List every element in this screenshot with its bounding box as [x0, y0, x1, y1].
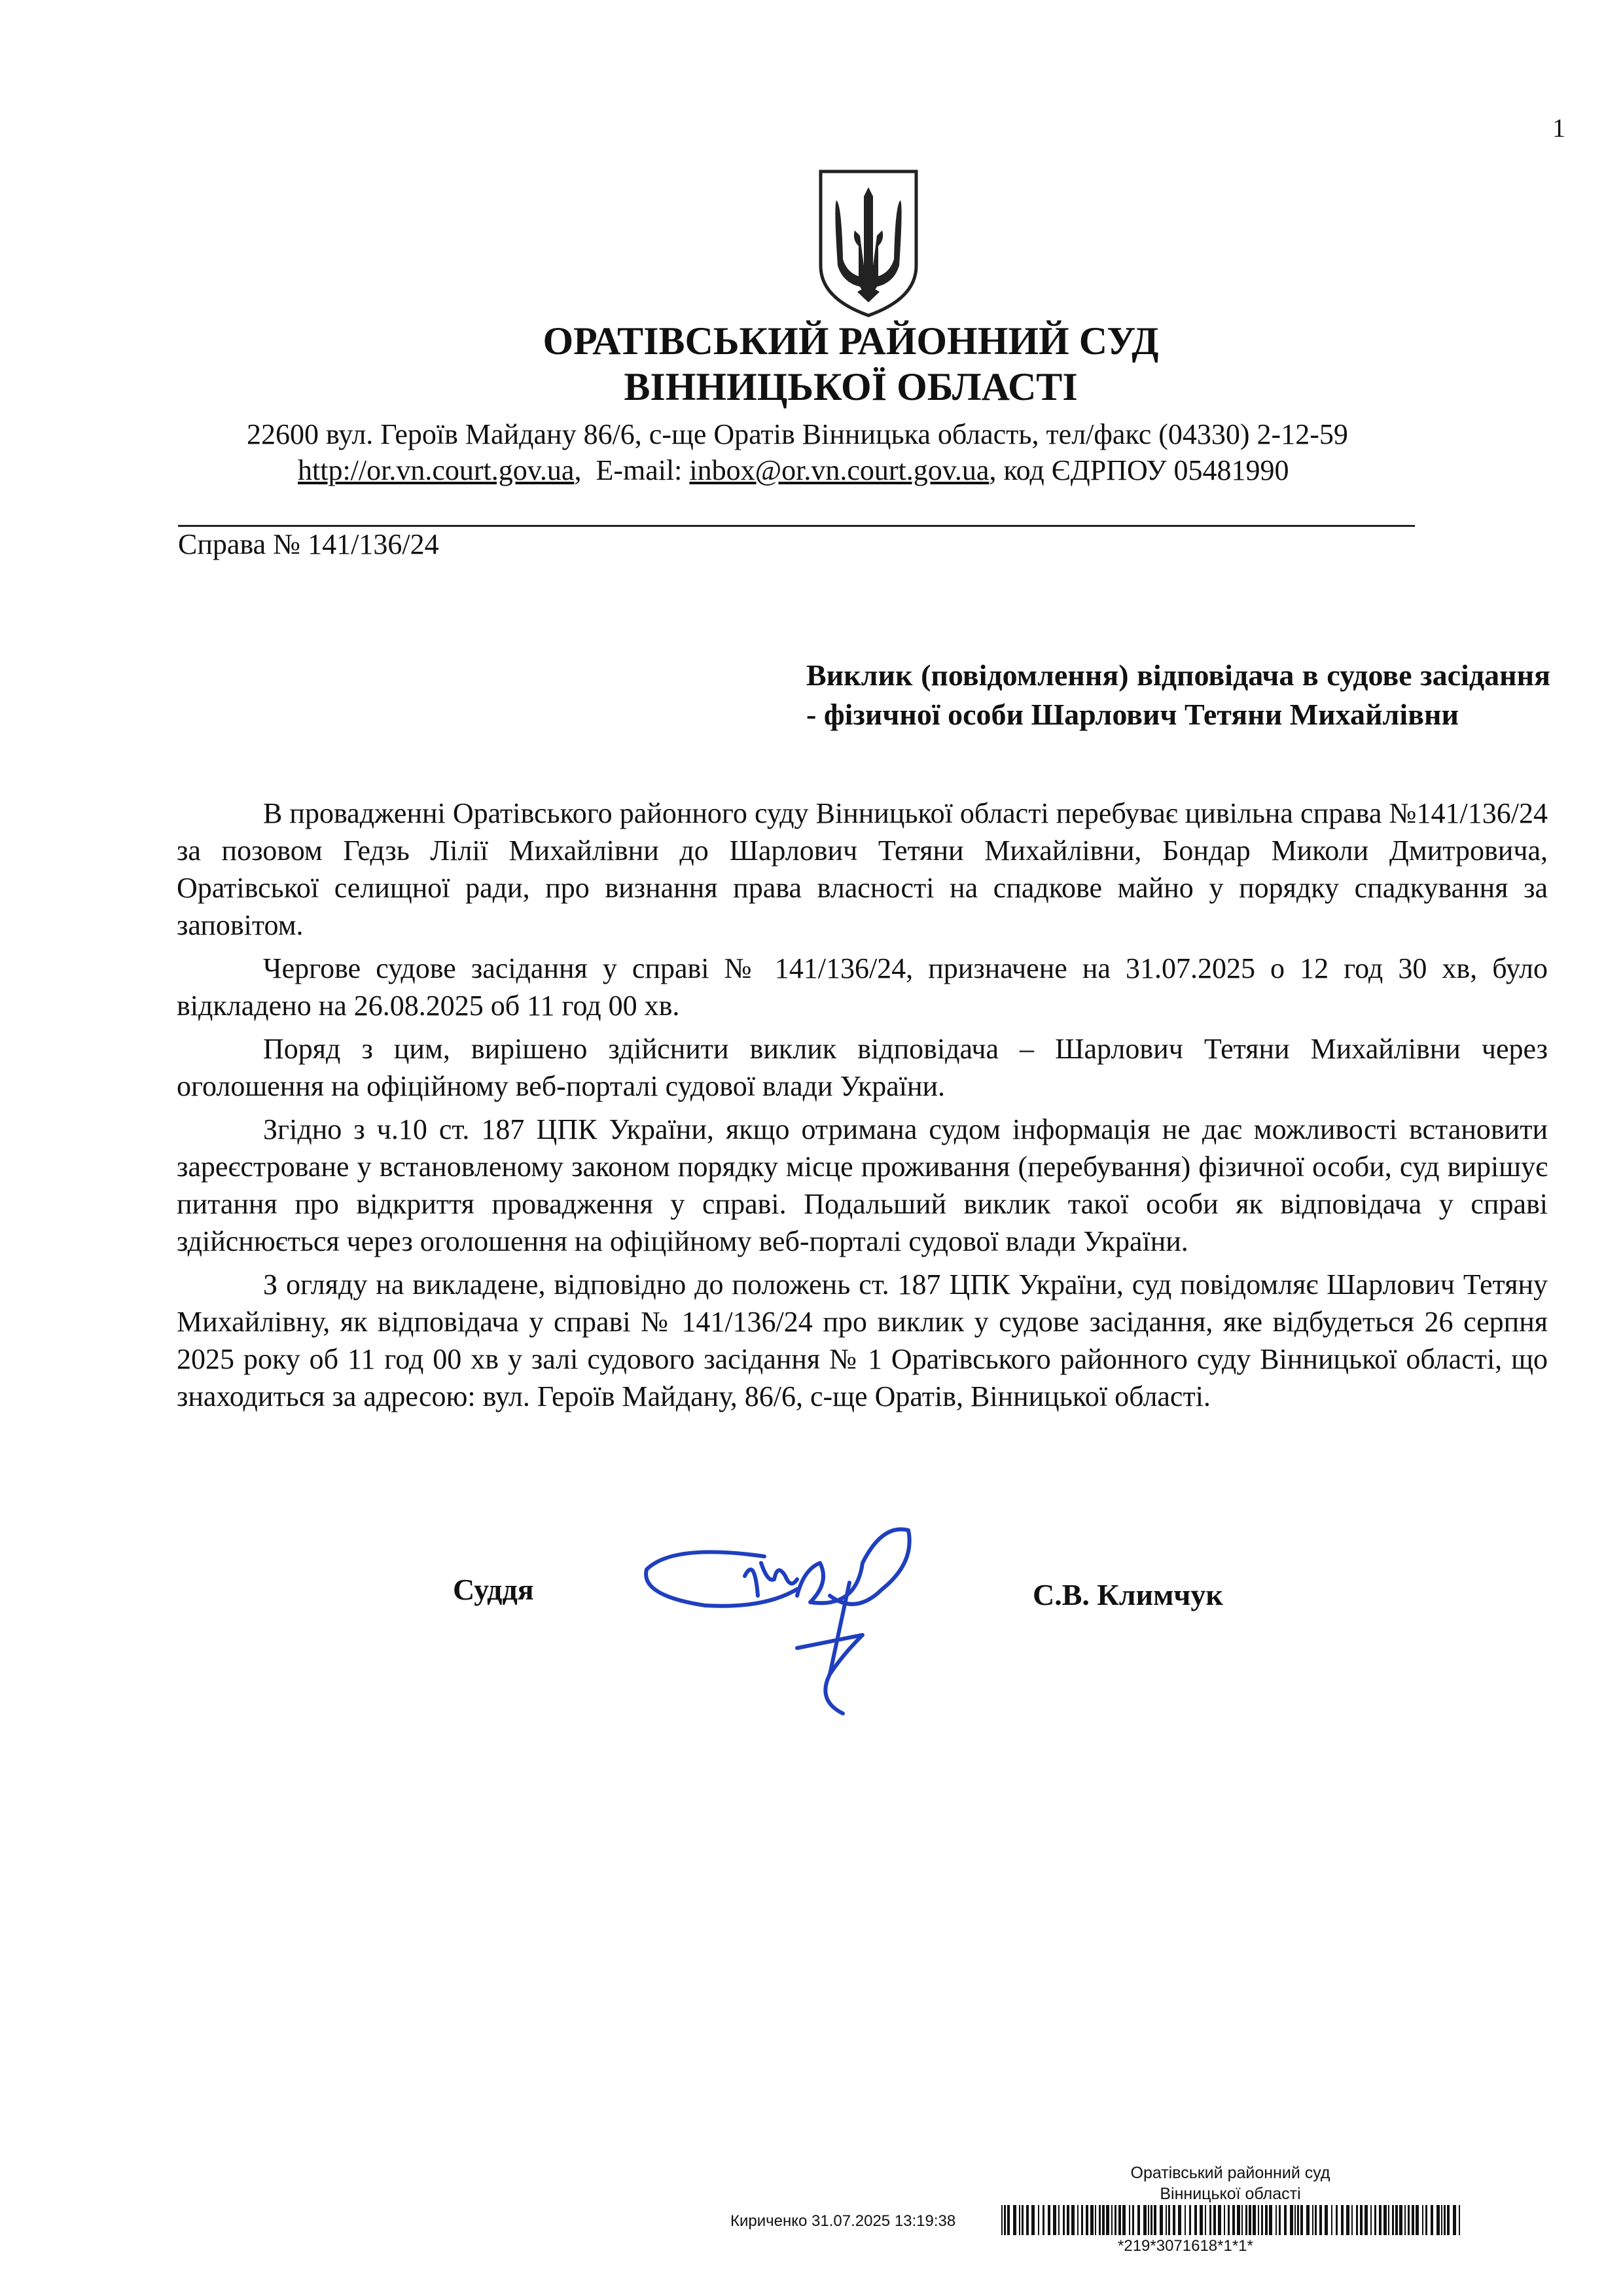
barcode-bar	[1237, 2205, 1240, 2235]
barcode-bar	[1425, 2205, 1427, 2235]
barcode-bar	[1336, 2205, 1338, 2235]
paragraph: В провадженні Оратівського районного суду Вінницької області перебуває цивільна справа №141/136/24 за позовом Гедзь Лілії Михайлівни до Шарлович Тетяни Михайлівни, Бондар Миколи Дмитровича, Оратівської селищної ради, про визнання права власності на спадкове майно у порядку спадкування за заповітом.	[177, 797, 1548, 941]
barcode-bar	[1007, 2205, 1010, 2235]
barcode-bar	[1253, 2205, 1256, 2235]
barcode-bar	[1232, 2205, 1235, 2235]
barcode-bar	[1436, 2205, 1440, 2235]
stamp-line2: Вінницької області	[1160, 2185, 1301, 2203]
barcode-bar	[1160, 2205, 1163, 2235]
barcode-bar	[1241, 2205, 1243, 2235]
barcode-bar	[1129, 2205, 1130, 2235]
barcode-bar	[1392, 2205, 1394, 2235]
barcode-bar	[1360, 2205, 1363, 2235]
barcode-bar	[1331, 2205, 1332, 2235]
barcode-bar	[1122, 2205, 1126, 2235]
barcode-bar	[1086, 2205, 1088, 2235]
barcode-bar	[1441, 2205, 1442, 2235]
barcode-bar	[1218, 2205, 1221, 2235]
barcode-bar	[1453, 2205, 1456, 2235]
barcode-bar	[1297, 2205, 1299, 2235]
barcode-bar	[1341, 2205, 1344, 2235]
barcode-bar	[1395, 2205, 1398, 2235]
barcode-bar	[1346, 2205, 1349, 2235]
barcode-bar	[1265, 2205, 1268, 2235]
barcode-bar	[1137, 2205, 1140, 2235]
coat-of-arms-icon	[817, 168, 920, 319]
barcode-bar	[1374, 2205, 1376, 2235]
registry-stamp	[1106, 2162, 1355, 2204]
barcode-bar	[1356, 2205, 1358, 2235]
paragraph: З огляду на викладене, відповідно до положень ст. 187 ЦПК України, суд повідомляє Шарлович Тетяну Михайлівну, як відповідача у справі № 141/136/24 про виклик у судове засідання, яке відбудеться 26 серпня 2025 року об 11 год 00 хв у залі судового засідання № 1 Оратівського районного суду Вінницької області, що знаходиться за адресою: вул. Героїв Майдану, 86/6, с-ще Оратів, Вінницької області.	[177, 1268, 1548, 1412]
judge-title: Суддя	[453, 1573, 534, 1606]
barcode-bar	[1154, 2205, 1156, 2235]
barcode-bar	[1213, 2205, 1216, 2235]
barcode-bar	[1026, 2205, 1029, 2235]
clerk-timestamp: Кириченко 31.07.2025 13:19:38	[730, 2212, 956, 2230]
paragraph: Згідно з ч.10 ст. 187 ЦПК України, якщо отримана судом інформація не дає можливості встановити зареєстроване у встановленому законом порядку місце проживання (перебування) фізичної особи, суд вирішує питання про відкриття провадження у справі. Подальший виклик такої особи як відповідача у справі здійснюється через оголошення на офіційному веб-порталі судової влади України.	[177, 1113, 1548, 1257]
barcode-bar	[1364, 2205, 1368, 2235]
barcode-bar	[1300, 2205, 1303, 2235]
barcode-bar	[1001, 2205, 1003, 2235]
handwritten-signature	[633, 1517, 987, 1733]
barcode-bar	[1306, 2205, 1310, 2235]
barcode-bar	[1312, 2205, 1313, 2235]
barcode-bar	[1447, 2205, 1450, 2235]
edrpou-code: , код ЄДРПОУ 05481990	[989, 454, 1289, 486]
barcode-number: *219*3071618*1*1*	[1118, 2237, 1253, 2255]
barcode-bar	[1102, 2205, 1105, 2235]
barcode-bar	[1408, 2205, 1410, 2235]
email-label: E-mail:	[596, 454, 683, 486]
barcode-bar	[1173, 2205, 1175, 2235]
barcode-bar	[1013, 2205, 1016, 2235]
document-body	[177, 795, 1548, 1421]
page-number: 1	[1552, 113, 1565, 143]
barcode-bar	[1022, 2205, 1024, 2235]
barcode-bar	[1228, 2205, 1230, 2235]
barcode-bar	[1090, 2205, 1094, 2235]
barcode-bar	[1004, 2205, 1006, 2235]
barcode-bar	[1205, 2205, 1206, 2235]
barcode-bar	[1189, 2205, 1191, 2235]
barcode-bar	[1319, 2205, 1322, 2235]
barcode-bar	[1038, 2205, 1039, 2235]
barcode-bar	[1053, 2205, 1056, 2235]
barcode-bar	[1258, 2205, 1259, 2235]
barcode-bar	[1111, 2205, 1113, 2235]
barcode	[1001, 2205, 1463, 2235]
barcode-bar	[1071, 2205, 1075, 2235]
barcode-bar	[1261, 2205, 1263, 2235]
barcode-bar	[1048, 2205, 1050, 2235]
barcode-bar	[1245, 2205, 1247, 2235]
stamp-line1: Оратівський районний суд	[1130, 2164, 1330, 2182]
court-name-line1: ОРАТІВСЬКИЙ РАЙОННИЙ СУД	[543, 319, 1159, 363]
barcode-bar	[1081, 2205, 1083, 2235]
barcode-bar	[1294, 2205, 1296, 2235]
barcode-bar	[1194, 2205, 1197, 2235]
barcode-bar	[1148, 2205, 1149, 2235]
email-link[interactable]: inbox@or.vn.court.gov.ua	[689, 454, 990, 486]
barcode-bar	[1043, 2205, 1044, 2235]
judge-name: С.В. Климчук	[1033, 1578, 1223, 1611]
barcode-bar	[1031, 2205, 1035, 2235]
barcode-bar	[1279, 2205, 1281, 2235]
barcode-bar	[1269, 2205, 1272, 2235]
barcode-bar	[1178, 2205, 1181, 2235]
barcode-bar	[1315, 2205, 1317, 2235]
barcode-bar	[1224, 2205, 1225, 2235]
barcode-bar	[1115, 2205, 1116, 2235]
barcode-bar	[1379, 2205, 1382, 2235]
barcode-bar	[1290, 2205, 1293, 2235]
barcode-bar	[1067, 2205, 1069, 2235]
barcode-bar	[1118, 2205, 1121, 2235]
barcode-bar	[1058, 2205, 1060, 2235]
barcode-bar	[1459, 2205, 1460, 2235]
barcode-bar	[1422, 2205, 1423, 2235]
barcode-bar	[1404, 2205, 1406, 2235]
website-link[interactable]: http://or.vn.court.gov.ua	[298, 454, 575, 486]
barcode-bar	[1399, 2205, 1402, 2235]
case-number: Справа № 141/136/24	[178, 528, 439, 560]
barcode-bar	[1166, 2205, 1167, 2235]
barcode-bar	[1416, 2205, 1419, 2235]
barcode-bar	[1275, 2205, 1277, 2235]
barcode-bar	[1143, 2205, 1147, 2235]
barcode-bar	[1209, 2205, 1211, 2235]
barcode-bar	[1063, 2205, 1065, 2235]
court-address: 22600 вул. Героїв Майдану 86/6, с-ще Оратів Вінницька область, тел/факс (04330) 2-12-59	[247, 418, 1348, 450]
barcode-bar	[1106, 2205, 1109, 2235]
barcode-bar	[1077, 2205, 1079, 2235]
court-contacts: http://or.vn.court.gov.ua, E-mail: inbox@or.vn.court.gov.ua, код ЄДРПОУ 05481990	[298, 454, 1289, 486]
paragraph: Чергове судове засідання у справі № 141/136/24, призначене на 31.07.2025 о 12 год 30 хв, було відкладено на 26.08.2025 об 11 год 00 хв.	[177, 952, 1548, 1022]
barcode-bar	[1249, 2205, 1251, 2235]
document-subject: Виклик (повідомлення) відповідача в судове засідання - фізичної особи Шарлович Тетяни Михайлівни	[806, 658, 1550, 731]
court-name-line2: ВІННИЦЬКОЇ ОБЛАСТІ	[624, 365, 1078, 408]
paragraph: Поряд з цим, вирішено здійснити виклик відповідача – Шарлович Тетяни Михайлівни через оголошення на офіційному веб-порталі судової влади України.	[177, 1033, 1548, 1102]
barcode-bar	[1412, 2205, 1414, 2235]
barcode-bar	[1325, 2205, 1328, 2235]
barcode-bar	[1019, 2205, 1020, 2235]
barcode-bar	[1431, 2205, 1433, 2235]
header-divider	[178, 525, 1415, 527]
barcode-bar	[1099, 2205, 1101, 2235]
barcode-bar	[1370, 2205, 1372, 2235]
barcode-bar	[1284, 2205, 1287, 2235]
barcode-bar	[1388, 2205, 1389, 2235]
barcode-bar	[1200, 2205, 1203, 2235]
barcode-bar	[1351, 2205, 1353, 2235]
court-name	[327, 318, 1374, 410]
barcode-bar	[1132, 2205, 1134, 2235]
barcode-bar	[1095, 2205, 1096, 2235]
barcode-bar	[1185, 2205, 1186, 2235]
barcode-bar	[1168, 2205, 1170, 2235]
barcode-bar	[1383, 2205, 1387, 2235]
barcode-bar	[1444, 2205, 1446, 2235]
barcode-bar	[1150, 2205, 1152, 2235]
